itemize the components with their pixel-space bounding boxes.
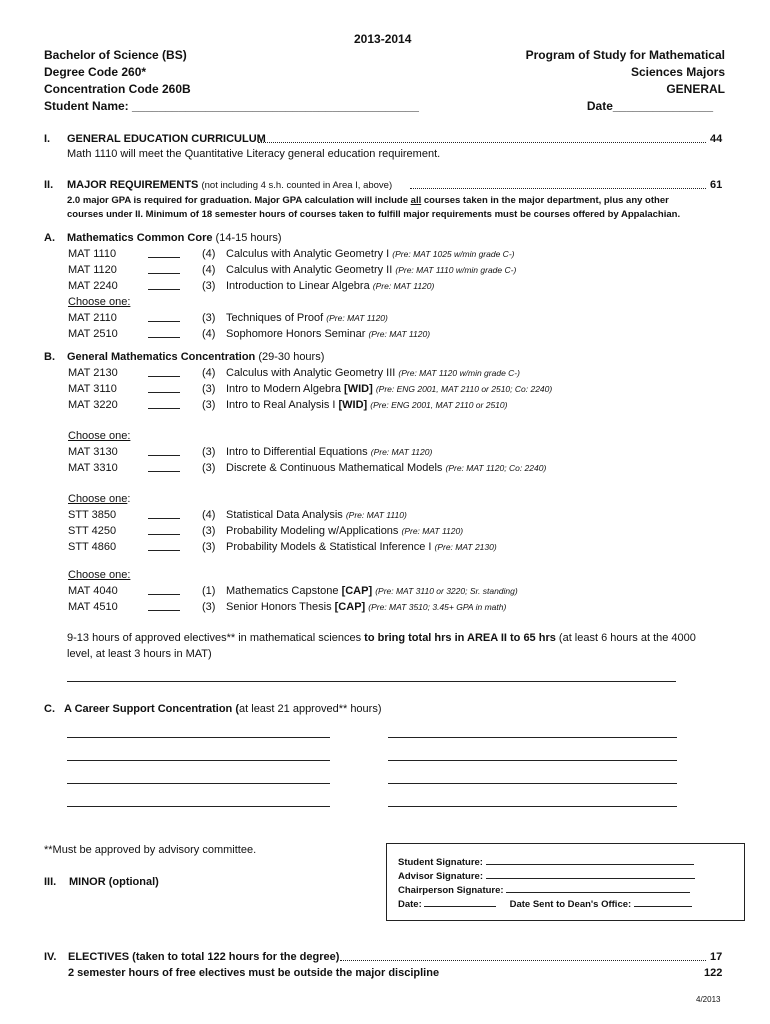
- course-title: Calculus with Analytic Geometry II: [226, 264, 393, 276]
- course-hours: (4): [202, 367, 216, 379]
- course-code: MAT 3310: [68, 462, 118, 474]
- date-line[interactable]: [424, 897, 496, 907]
- total-hours: 122: [704, 967, 723, 979]
- course-title: Techniques of Proof: [226, 312, 324, 324]
- section-b-letter: B.: [44, 351, 55, 363]
- section-a-hours: (14-15 hours): [215, 232, 282, 244]
- course-hours: (4): [202, 248, 216, 260]
- career-entry-line[interactable]: [67, 783, 330, 784]
- course-title: Intro to Modern Algebra: [226, 383, 341, 395]
- course-title-row: [226, 328, 430, 340]
- course-title: Probability Modeling w/Applications: [226, 525, 399, 537]
- section-2-title-note: (not including 4 s.h. counted in Area I, above): [201, 180, 393, 191]
- course-prereq: (Pre: MAT 1120): [370, 447, 433, 457]
- section-4-note: 2 semester hours of free electives must be outside the major discipline: [68, 967, 440, 979]
- course-hours: (3): [202, 525, 216, 537]
- advisor-signature-label: Advisor Signature:: [398, 871, 483, 882]
- course-code: MAT 1120: [68, 264, 117, 276]
- course-hours: (3): [202, 312, 216, 324]
- career-entry-line[interactable]: [388, 783, 677, 784]
- choose-one-label: [68, 493, 130, 505]
- course-code: MAT 3220: [68, 399, 118, 411]
- course-title: Intro to Real Analysis I: [226, 399, 336, 411]
- course-code: STT 3850: [68, 509, 117, 521]
- check-blank[interactable]: [148, 383, 180, 396]
- electives-note-line-2: level, at least 3 hours in MAT): [67, 648, 212, 660]
- course-prereq: (Pre: MAT 1120 w/min grade C-): [398, 368, 520, 378]
- course-title: Statistical Data Analysis: [226, 509, 343, 521]
- gpa-text-a: 2.0 major GPA is required for graduation. Major GPA calculation will include: [67, 195, 411, 206]
- course-code: STT 4860: [68, 541, 117, 553]
- career-entry-line[interactable]: [388, 760, 677, 761]
- course-prereq: (Pre: MAT 2130): [434, 542, 497, 552]
- check-blank[interactable]: [148, 462, 180, 475]
- career-entry-line[interactable]: [388, 737, 677, 738]
- course-title: Introduction to Linear Algebra: [226, 280, 370, 292]
- section-c-heading: [64, 703, 382, 715]
- course-title: Intro to Differential Equations: [226, 446, 368, 458]
- course-tag: [CAP]: [341, 585, 373, 597]
- course-title: Probability Models & Statistical Inference I: [226, 541, 432, 553]
- course-prereq: (Pre: MAT 1120): [401, 526, 464, 536]
- section-4-title: ELECTIVES (taken to total 122 hours for the degree): [68, 951, 340, 963]
- course-prereq: (Pre: MAT 1110): [345, 510, 407, 520]
- section-2-num: II.: [44, 179, 54, 191]
- section-4-hours: 17: [710, 951, 723, 963]
- section-3-num: III.: [44, 876, 57, 888]
- course-title: Senior Honors Thesis: [226, 601, 332, 613]
- course-prereq: (Pre: MAT 1120; Co: 2240): [445, 463, 547, 473]
- leader-dots: [340, 960, 706, 961]
- check-blank[interactable]: [148, 328, 180, 341]
- program-track-line: GENERAL: [666, 82, 725, 96]
- date-label: Date:: [398, 899, 422, 910]
- career-entry-line[interactable]: [388, 806, 677, 807]
- course-code: MAT 2110: [68, 312, 117, 324]
- course-code: MAT 3110: [68, 383, 117, 395]
- course-title-row: [226, 248, 514, 260]
- student-name-field[interactable]: Student Name: ___________________________________________: [44, 99, 419, 113]
- date-row[interactable]: [398, 897, 692, 910]
- student-signature-line[interactable]: [486, 855, 694, 865]
- electives-text-b: to bring total hrs in AREA II to 65 hrs: [364, 632, 556, 644]
- course-hours: (3): [202, 541, 216, 553]
- section-1-note: Math 1110 will meet the Quantitative Literacy general education requirement.: [67, 148, 441, 160]
- course-prereq: (Pre: ENG 2001, MAT 2110 or 2510): [370, 400, 508, 410]
- section-1-title: GENERAL EDUCATION CURRICULUM: [67, 133, 266, 145]
- check-blank[interactable]: [148, 312, 180, 325]
- electives-entry-line[interactable]: [67, 681, 676, 682]
- course-title: Calculus with Analytic Geometry III: [226, 367, 396, 379]
- course-title-row: [226, 280, 434, 292]
- course-hours: (3): [202, 601, 216, 613]
- course-code: MAT 4510: [68, 601, 118, 613]
- course-title-row: [226, 367, 520, 379]
- course-hours: (4): [202, 509, 216, 521]
- year-heading: 2013-2014: [354, 32, 412, 46]
- check-blank[interactable]: [148, 601, 180, 614]
- chair-signature-label: Chairperson Signature:: [398, 885, 504, 896]
- dean-date-label: Date Sent to Dean's Office:: [509, 899, 632, 910]
- check-blank[interactable]: [148, 248, 180, 261]
- course-title-row: [226, 462, 546, 474]
- course-hours: (3): [202, 462, 216, 474]
- section-c-note: at least 21 approved** hours): [239, 703, 382, 715]
- gpa-note-line-2: courses under II. Minimum of 18 semester hours of courses taken to fulfill major requirements must be courses offered by Appalachian.: [67, 209, 681, 220]
- course-tag: [CAP]: [334, 601, 366, 613]
- course-tag: [WID]: [344, 383, 373, 395]
- section-c-title: A Career Support Concentration: [64, 703, 233, 715]
- course-prereq: (Pre: MAT 1110 w/min grade C-): [395, 265, 517, 275]
- career-entry-line[interactable]: [67, 737, 330, 738]
- course-title-row: [226, 601, 506, 613]
- concentration-line: Concentration Code 260B: [44, 82, 191, 96]
- choose-one-colon: :: [127, 493, 131, 505]
- career-entry-line[interactable]: [67, 760, 330, 761]
- section-b-heading: [67, 351, 324, 363]
- check-blank[interactable]: [148, 280, 180, 293]
- course-title: Calculus with Analytic Geometry I: [226, 248, 390, 260]
- date-field[interactable]: Date_______________: [586, 99, 713, 113]
- course-title-row: [226, 399, 507, 411]
- course-hours: (3): [202, 280, 216, 292]
- check-blank[interactable]: [148, 541, 180, 554]
- dean-date-line[interactable]: [634, 897, 692, 907]
- electives-note-line-1: [67, 632, 696, 644]
- check-blank[interactable]: [148, 509, 180, 522]
- course-hours: (4): [202, 328, 216, 340]
- check-blank[interactable]: [148, 585, 180, 598]
- section-b-title: General Mathematics Concentration: [67, 351, 256, 363]
- check-blank[interactable]: [148, 367, 180, 380]
- course-hours: (4): [202, 264, 216, 276]
- section-1-hours: 44: [710, 133, 723, 145]
- course-prereq: (Pre: MAT 3110 or 3220; Sr. standing): [375, 586, 518, 596]
- section-3-title: MINOR (optional): [69, 876, 159, 888]
- footnote: **Must be approved by advisory committee.: [44, 844, 257, 856]
- gpa-text-b: courses taken in the major department, plus any other: [421, 195, 669, 206]
- student-signature-label: Student Signature:: [398, 857, 483, 868]
- electives-text-c: (at least 6 hours at the 4000: [555, 632, 696, 644]
- course-title-row: [226, 509, 407, 521]
- section-4-num: IV.: [44, 951, 57, 963]
- check-blank[interactable]: [148, 399, 180, 412]
- check-blank[interactable]: [148, 525, 180, 538]
- course-hours: (3): [202, 383, 216, 395]
- student-signature-row[interactable]: [398, 855, 694, 868]
- course-code: MAT 4040: [68, 585, 118, 597]
- course-prereq: (Pre: MAT 1120): [368, 329, 431, 339]
- course-title: Discrete & Continuous Mathematical Models: [226, 462, 443, 474]
- choose-one-label: Choose one:: [68, 296, 131, 308]
- course-code: MAT 2130: [68, 367, 118, 379]
- choose-one-text: Choose one: [68, 493, 128, 505]
- section-1-num: I.: [44, 133, 51, 145]
- choose-one-label: Choose one:: [68, 430, 131, 442]
- section-a-title: Mathematics Common Core: [67, 232, 213, 244]
- course-title-row: [226, 383, 552, 395]
- course-title-row: [226, 585, 518, 597]
- course-prereq: (Pre: MAT 3510; 3.45+ GPA in math): [368, 602, 507, 612]
- section-2-title: MAJOR REQUIREMENTS: [67, 179, 199, 191]
- course-hours: (3): [202, 446, 216, 458]
- advisor-signature-row[interactable]: [398, 869, 695, 882]
- electives-text-a: 9-13 hours of approved electives** in mathematical sciences: [67, 632, 365, 644]
- course-title-row: [226, 525, 463, 537]
- course-title: Sophomore Honors Seminar: [226, 328, 366, 340]
- course-title: Mathematics Capstone: [226, 585, 339, 597]
- course-hours: (1): [202, 585, 216, 597]
- degree-line: Bachelor of Science (BS): [44, 48, 187, 62]
- course-prereq: (Pre: MAT 1120): [372, 281, 435, 291]
- course-title-row: [226, 541, 497, 553]
- section-b-hours: (29-30 hours): [258, 351, 325, 363]
- degree-code-line: Degree Code 260*: [44, 65, 147, 79]
- course-title-row: [226, 446, 432, 458]
- check-blank[interactable]: [148, 264, 180, 277]
- course-code: STT 4250: [68, 525, 117, 537]
- course-prereq: (Pre: MAT 1025 w/min grade C-): [392, 249, 515, 259]
- advisor-signature-line[interactable]: [486, 869, 695, 879]
- section-2-hours: 61: [710, 179, 723, 191]
- signature-box: [386, 843, 745, 921]
- section-a-letter: A.: [44, 232, 55, 244]
- chair-signature-line[interactable]: [506, 883, 690, 893]
- course-tag: [WID]: [338, 399, 368, 411]
- course-title-row: [226, 312, 388, 324]
- course-prereq: (Pre: MAT 1120): [326, 313, 388, 323]
- program-title-line: Program of Study for Mathematical: [525, 48, 725, 62]
- choose-one-label: Choose one:: [68, 569, 131, 581]
- course-code: MAT 3130: [68, 446, 118, 458]
- program-majors-line: Sciences Majors: [630, 65, 725, 79]
- course-hours: (3): [202, 399, 216, 411]
- section-c-letter: C.: [44, 703, 55, 715]
- chair-signature-row[interactable]: [398, 883, 690, 896]
- gpa-text-all: all: [410, 195, 422, 206]
- course-code: MAT 2510: [68, 328, 118, 340]
- career-entry-line[interactable]: [67, 806, 330, 807]
- course-title-row: [226, 264, 516, 276]
- check-blank[interactable]: [148, 446, 180, 459]
- course-prereq: (Pre: ENG 2001, MAT 2110 or 2510; Co: 2240): [375, 384, 553, 394]
- course-code: MAT 2240: [68, 280, 118, 292]
- revision-date: 4/2013: [696, 995, 721, 1004]
- course-code: MAT 1110: [68, 248, 117, 260]
- section-c-paren: (: [235, 703, 240, 715]
